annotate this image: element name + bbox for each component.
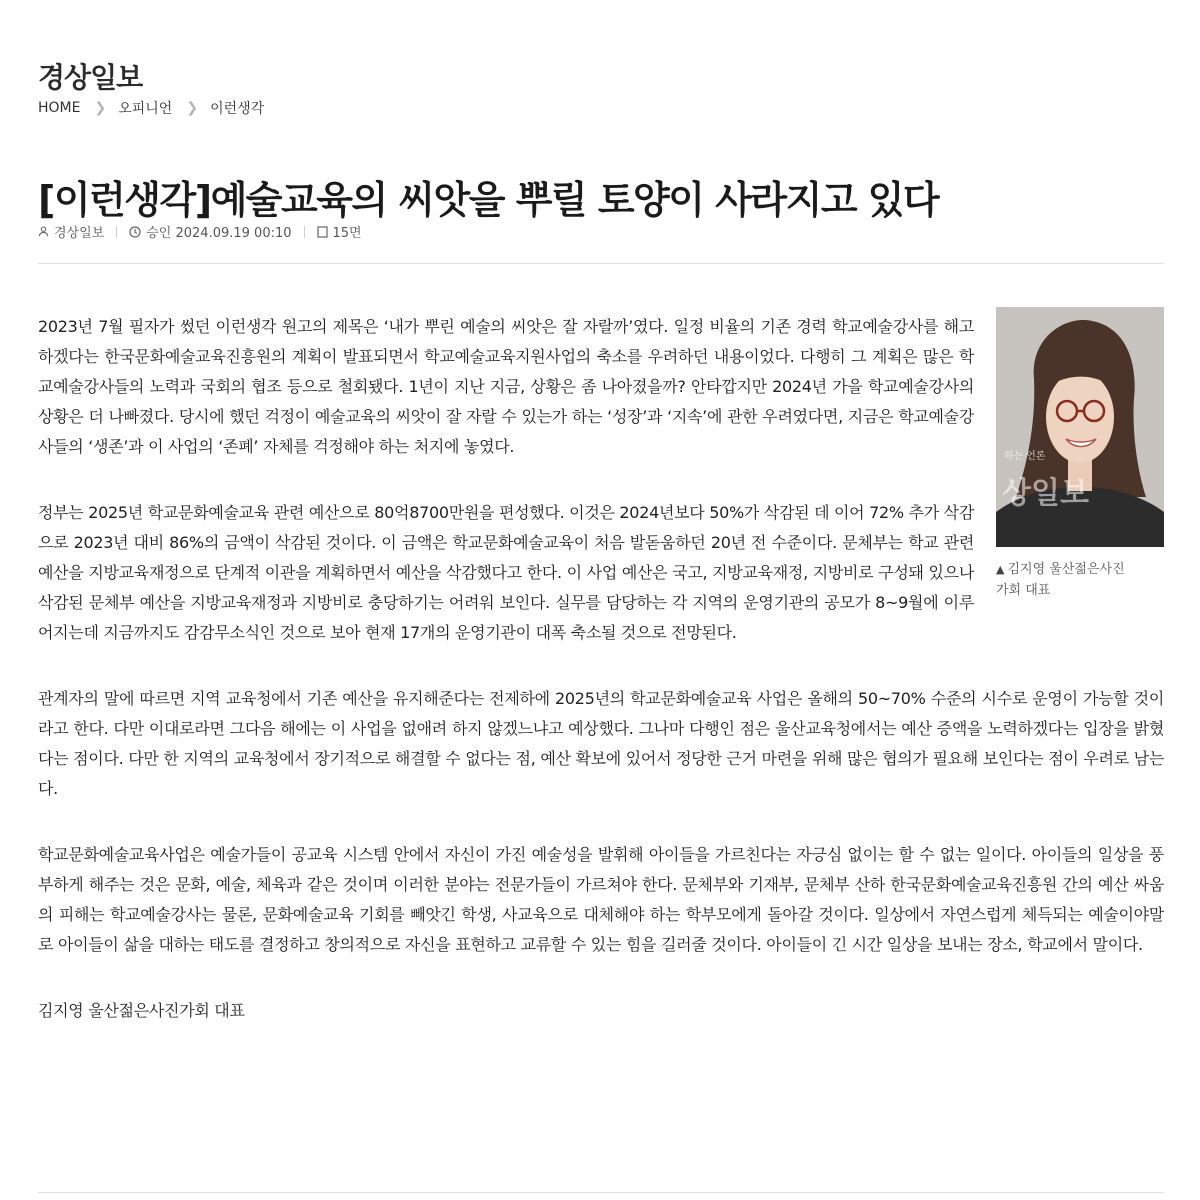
article-meta <box>38 222 362 241</box>
meta-divider <box>304 226 305 238</box>
watermark-large: 상일보 <box>1002 477 1089 510</box>
user-icon <box>38 226 49 237</box>
page-icon <box>317 226 328 238</box>
article-title: [이런생각]예술교육의 씨앗을 뿌릴 토양이 사라지고 있다 <box>38 178 939 223</box>
meta-approved-text: 승인 2024.09.19 00:10 <box>146 226 292 241</box>
clock-icon <box>129 226 141 238</box>
header-divider <box>38 263 1164 264</box>
site-logo[interactable]: 경상일보 <box>38 61 143 94</box>
meta-author <box>38 222 104 241</box>
chevron-right-icon: ❯ <box>94 100 107 116</box>
author-signature: 김지영 울산젊은사진가회 대표 <box>38 1001 245 1020</box>
caption-line2: 가회 대표 <box>996 583 1051 598</box>
breadcrumb-subsection[interactable]: 이런생각 <box>210 101 265 117</box>
chevron-right-icon: ❯ <box>186 100 199 116</box>
meta-page <box>317 222 362 241</box>
caption-line1: 김지영 울산젊은사진 <box>1007 562 1125 577</box>
paragraph: 관계자의 말에 따르면 지역 교육청에서 기존 예산을 유지해준다는 전제하에 2025년의 학교문화예술교육 사업은 올해의 50~70% 수준의 시수로 운영이 가능할 것이라고 한다. 다만 이대로라면 그다음 해에는 이 사업을 없애려 하지 않겠느냐고 예상했다. 그나마 다행인 점은 울산교육청에서는 예산 증액을 노력하겠다는 입장을 밝혔다는 점이다. 다만 한 지역의 교육청에서 장기적으로 해결할 수 없다는 점, 예산 확보에 있어서 정당한 근거 마련을 위해 많은 협의가 필요해 보인다는 점이 우려로 남는다. <box>38 689 1164 798</box>
triangle-up-icon: ▲ <box>996 563 1005 576</box>
breadcrumb-home[interactable]: HOME <box>38 100 81 116</box>
watermark-small: 하는 언론 <box>1004 451 1046 462</box>
meta-approved <box>129 222 291 241</box>
paragraph: 2023년 7월 필자가 썼던 이런생각 원고의 제목은 ‘내가 뿌린 예술의 씨앗은 잘 자랄까’였다. 일정 비율의 기존 경력 학교예술강사를 해고하겠다는 한국문화예술교육진흥원의 계획이 발표되면서 학교예술교육지원사업의 축소를 우려하던 내용이었다. 다행히 그 계획은 많은 학교예술강사들의 노력과 국회의 협조 등으로 철회됐다. 1년이 지난 지금, 상황은 좀 나아졌을까? 안타깝지만 2024년 가을 학교예술강사의 상황은 더 나빠졌다. 당시에 했던 걱정이 예술교육의 씨앗이 잘 자랄 수 있는가 하는 ‘성장’과 ‘지속’에 관한 우려였다면, 지금은 학교예술강사들의 ‘생존’과 이 사업의 ‘존폐’ 자체를 걱정해야 하는 처지에 놓였다. <box>38 317 974 456</box>
article-body <box>38 312 1164 1062</box>
paragraph: 정부는 2025년 학교문화예술교육 관련 예산으로 80억8700만원을 편성했다. 이것은 2024년보다 50%가 삭감된 데 이어 72% 추가 삭감으로 2023년 대비 86%의 금액이 삭감된 것이다. 이 금액은 학교문화예술교육이 처음 발돋움하던 20년 전 수준이다. 문체부는 학교 관련 예산을 지방교육재정으로 단계적 이관을 계획하면서 예산을 삭감했다고 한다. 이 사업 예산은 국고, 지방교육재정, 지방비로 구성돼 있으나 삭감된 문체부 예산을 지방교육재정과 지방비로 충당하기는 어려워 보인다. 실무를 담당하는 각 지역의 운영기관의 공모가 8~9월에 이루어지는데 지금까지도 감감무소식인 것으로 보아 현재 17개의 운영기관이 대폭 축소될 것으로 전망된다. <box>38 503 974 642</box>
breadcrumb-section[interactable]: 오피니언 <box>118 101 173 117</box>
paragraph: 학교문화예술교육사업은 예술가들이 공교육 시스템 안에서 자신이 가진 예술성을 발휘해 아이들을 가르친다는 자긍심 없이는 할 수 없는 일이다. 아이들의 일상을 풍부하게 해주는 것은 문화, 예술, 체육과 같은 것이며 이러한 분야는 전문가들이 가르쳐야 한다. 문체부와 기재부, 문체부 산하 한국문화예술교육진흥원 간의 예산 싸움의 피해는 학교예술강사는 물론, 문화예술교육 기회를 빼앗긴 학생, 사교육으로 대체해야 하는 학부모에게 돌아갈 것이다. 일상에서 자연스럽게 체득되는 예술이야말로 아이들이 삶을 대하는 태도를 결정하고 창의적으로 자신을 표현하고 교류할 수 있는 힘을 길러줄 것이다. 아이들이 긴 시간 일상을 보내는 장소, 학교에서 말이다. <box>38 845 1164 954</box>
meta-divider <box>116 226 117 238</box>
figure-spacer <box>974 312 1164 632</box>
breadcrumb <box>38 98 264 118</box>
meta-page-text: 15면 <box>332 226 362 241</box>
meta-author-text: 경상일보 <box>54 226 105 241</box>
article-page <box>38 0 1164 1200</box>
footer-divider <box>38 1192 1164 1193</box>
